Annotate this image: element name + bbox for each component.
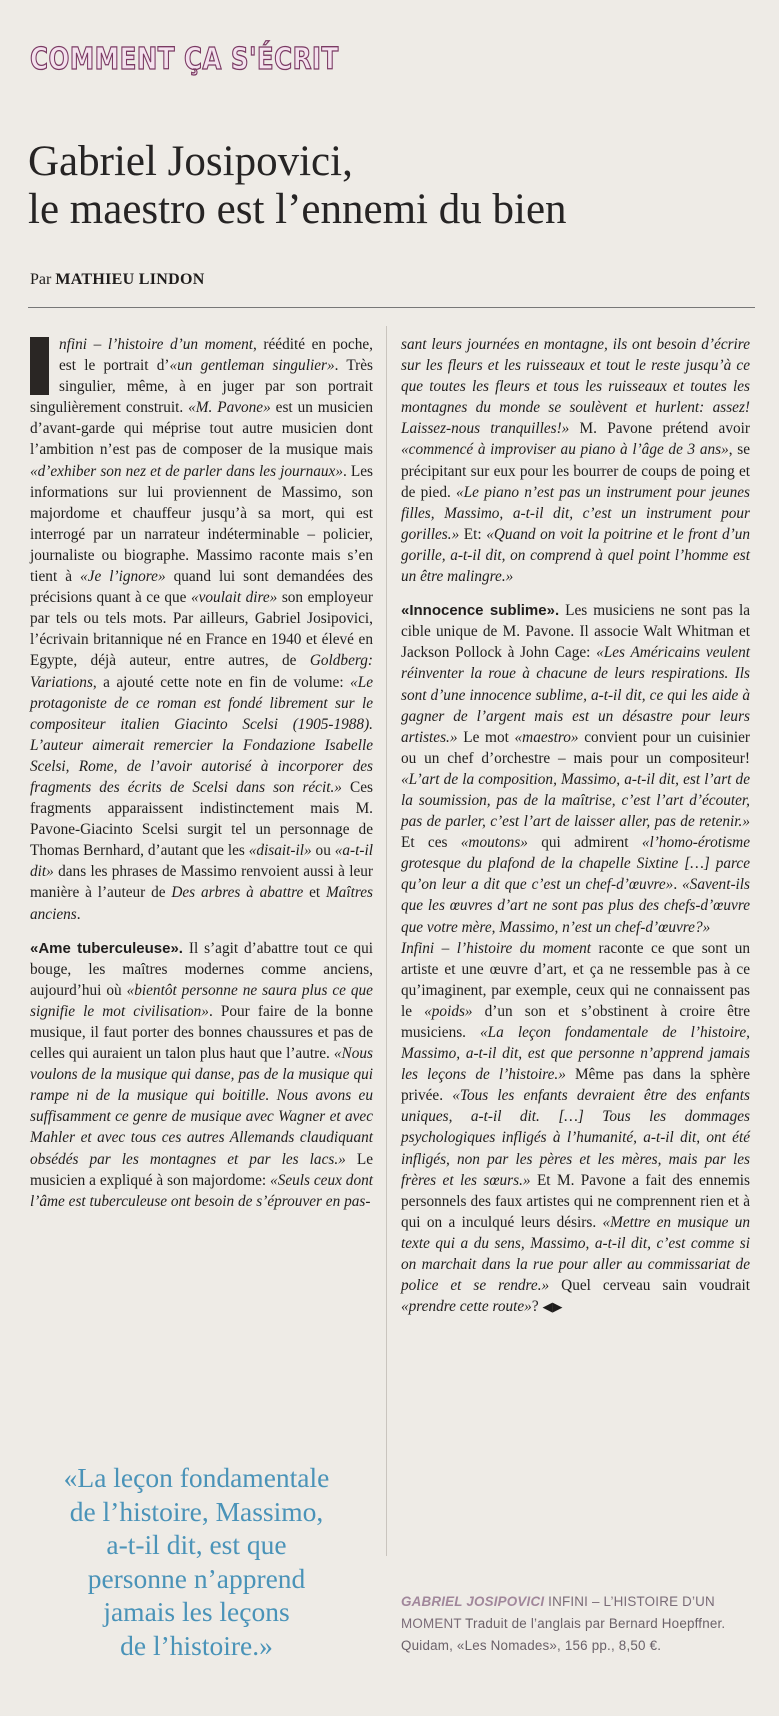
credits-title: INFINI – L’HISTOIRE D’UN MOMENT — [401, 1594, 715, 1631]
pull-quote — [20, 1461, 373, 1662]
byline — [30, 271, 205, 289]
section-rubric: COMMENT ÇA S'ÉCRIT — [30, 42, 339, 77]
pull-quote-line: a-t-il dit, est que — [106, 1529, 287, 1560]
headline-line-2: le maestro est l’ennemi du bien — [28, 186, 567, 234]
column-divider — [386, 326, 387, 1556]
pull-quote-line: jamais les leçons — [103, 1596, 290, 1627]
pull-quote-line: personne n’apprend — [87, 1562, 306, 1594]
pull-quote-line: «La leçon fondamentale — [63, 1462, 330, 1493]
drop-cap-letter — [30, 337, 49, 395]
article-headline — [28, 138, 758, 234]
article-column-1: nfini – l’histoire d’un moment, réédité en poche, est le portrait d’«un gentleman singulier». Très singulier, même, à en juger par son portrait singulièrement construit. «M. Pavone» est un musicien d’avant-garde qui méprise tout autre musicien dont l’ambition n’est pas de composer de la musique mais «d’exhiber son nez et de parler dans les journaux». Les informations sur lui proviennent de Massimo, son majordome et chauffeur jusqu’à sa mort, qui est interrogé par un narrateur indéterminable – policier, journaliste ou biographe. Massimo raconte mais s’en tient à «Je l’ignore» quand lui sont demandées des précisions quant à ce que «voulait dire» son employeur par tels ou tels mots. Par ailleurs, Gabriel Josipovici, l’écrivain britannique né en France en 1940 et élevé en Egypte, déjà auteur, entre autres, de Goldberg: Variations, a ajouté cette note en fin de volume: «Le protagoniste de ce roman est fondé librement sur le compositeur italien Giacinto Scelsi (1905-1988). L’auteur aimerait remercier la Fondazione Isabelle Scelsi, Rome, de l’avoir autorisé à incorporer des fragments des écrits de Scelsi dans son récit.» Ces fragments apparaissent indistinctement mais M. Pavone-Giacinto Scelsi surgit tel un personnage de Thomas Bernhard, d’autant que les «disait-il» ou «a-t-il dit» dans les phrases de Massimo renvoient aussi à leur manière à l’auteur de Des arbres à abattre et Maîtres anciens. «Ame tuberculeuse». Il s’agit d’abattre tout ce qui bouge, les maîtres modernes comme anciens, aujourd’hui où «bientôt personne ne saura plus ce que signifie le mot civilisation». Pour faire de la bonne musique, il faut porter des bonnes chaussures et pas de celles qui auraient un talon plus haut que l’autre. «Nous voulons de la musique qui danse, pas de la musique qui rampe ni de la musique qui boitille. Nous avons eu suffisamment ce genre de musique avec Wagner et avec Mahler et avec tous ces autres Allemands claudiquant obsédés par les montagnes et par les lacs.» Le musicien a expliqué à son majordome: «Seuls ceux dont l’âme est tuberculeuse ont besoin de s’éprouver en pas- — [30, 336, 373, 1210]
byline-prefix: Par — [30, 271, 52, 288]
headline-line-1: Gabriel Josipovici, — [28, 138, 353, 185]
credits-author: GABRIEL JOSIPOVICI — [401, 1594, 545, 1609]
pull-quote-line: de l’histoire, Massimo, — [69, 1495, 324, 1527]
byline-author: MATHIEU LINDON — [55, 271, 205, 288]
credits-info: Traduit de l’anglais par Bernard Hoepffner. Quidam, «Les Nomades», 156 pp., 8,50 €. — [401, 1616, 726, 1653]
end-mark-icon: ◀▶ — [542, 1300, 563, 1316]
article-column-2: sant leurs journées en montagne, ils ont besoin d’écrire sur les fleurs et les ruisseaux et tout le reste jusqu’à ce que toutes les fleurs et tous les ruisseaux et toutes les montagnes du monde se soulèvent et hurlent: assez! Laissez-nous tranquilles!» M. Pavone prétend avoir «commencé à improviser au piano à l’âge de 3 ans», se précipitant sur eux pour les bourrer de coups de poing et de pied. «Le piano n’est pas un instrument pour jeunes filles, Massimo, a-t-il dit, c’est un instrument pour gorilles.» Et: «Quand on voit la poitrine et le front d’un gorille, a-t-il dit, on comprend à quel point l’homme est un être malingre.» «Innocence sublime». Les musiciens ne sont pas la cible unique de M. Pavone. Il associe Walt Whitman et Jackson Pollock à John Cage: «Les Américains veulent réinventer la roue à chacune de leurs respirations. Ils sont d’une innocence sublime, a-t-il dit, ce qui les aide à gagner de l’argent mais est un désastre pour leurs artistes.» Le mot «maestro» convient pour un cuisinier ou un chef d’orchestre – mais pour un compositeur! «L’art de la composition, Massimo, a-t-il dit, est l’art de la soumission, pas de la maîtrise, c’est l’art d’écouter, pas de parler, c’est l’art de laisser aller, pas de retenir.» Et ces «moutons» qui admirent «l’homo-érotisme grotesque du plafond de la chapelle Sixtine […] parce qu’on leur a dit que c’est un chef-d’œuvre». «Savent-ils que les œuvres d’art ne sont pas plus des chefs-d’œuvre que votre mère, Massimo, n’est un chef-d’œuvre?» Infini – l’histoire du moment raconte ce que sont un artiste et une œuvre d’art, et ça ne ressemble pas à ce qu’imaginent, par exemple, ceux qui ne connaissent pas le «poids» d’un son et s’obstinent à croire être musiciens. «La leçon fondamentale de l’histoire, Massimo, a-t-il dit, est que personne n’apprend jamais les leçons de l’histoire.» Même pas dans la sphère privée. «Tous les enfants devraient être des enfants uniques, a-t-il dit. […] Tous les dommages psychologiques infligés à l’humanité, a-t-il dit, ont été infligés, non par les pères et les mères, mais par les frères et les sœurs.» Et M. Pavone a fait des ennemis personnels des faux artistes qui ne comprennent rien et à qui on a inculqué leurs désirs. «Mettre en musique un texte qui a du sens, Massimo, a-t-il dit, c’est comme si on marchait dans la rue pour aller au commissariat de police et se rendre.» Quel cerveau sain voudrait «prendre cette route»? ◀▶ — [401, 336, 751, 1316]
pull-quote-line: de l’histoire.» — [120, 1629, 273, 1661]
book-credits — [401, 1591, 751, 1657]
header-divider — [28, 307, 755, 308]
